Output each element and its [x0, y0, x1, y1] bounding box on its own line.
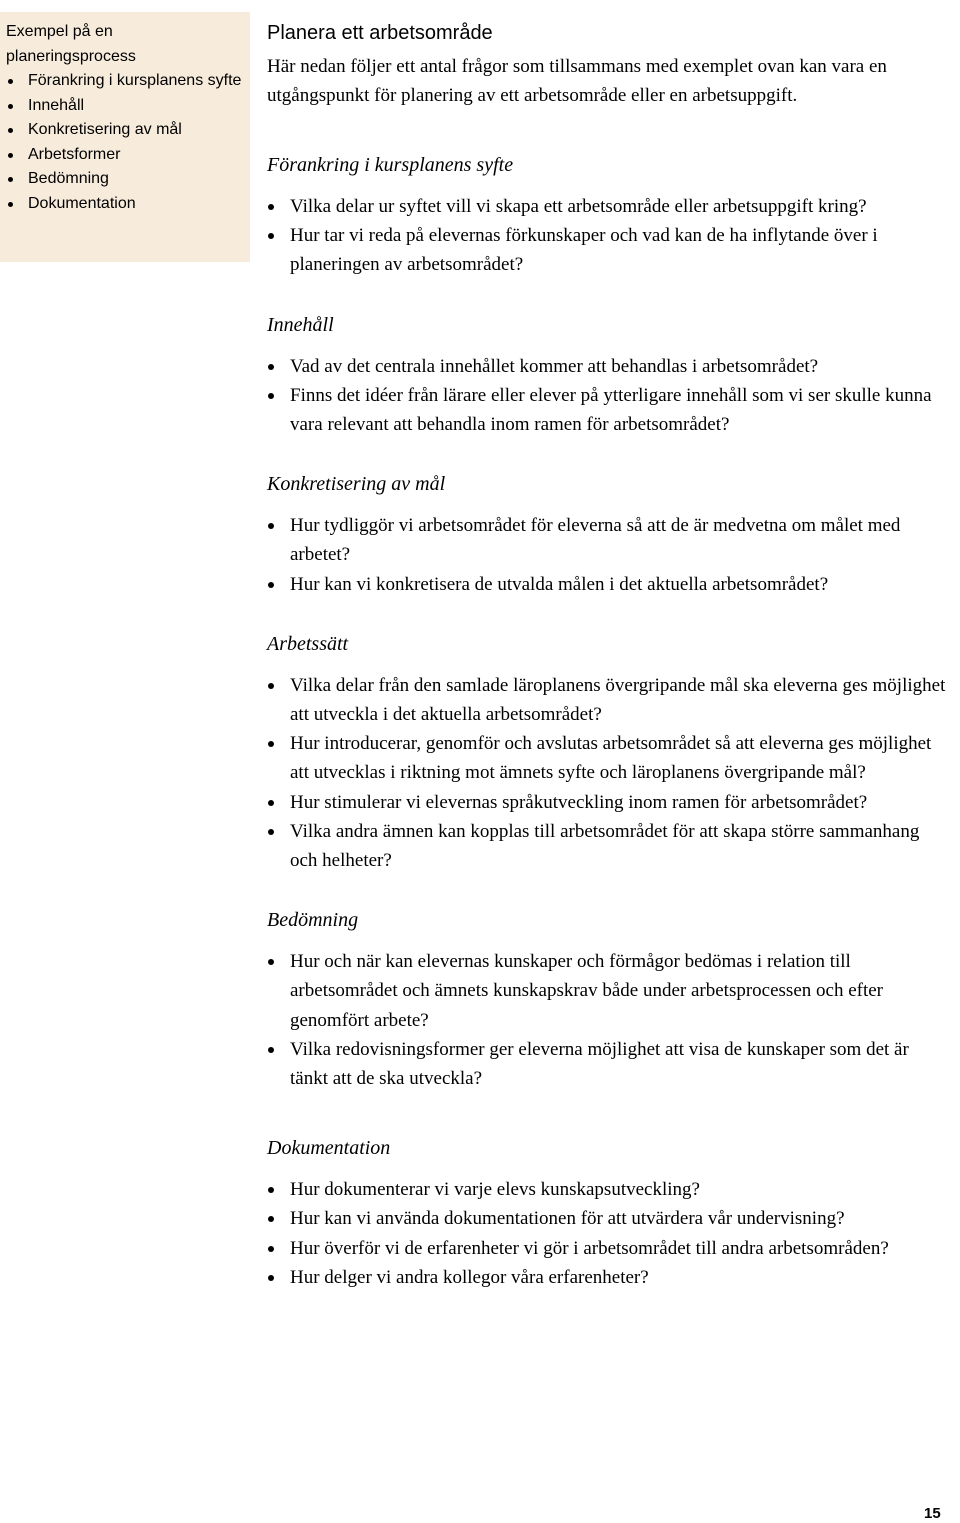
question-list: [267, 511, 947, 599]
question-item: Hur tydliggör vi arbetsområdet för eleverna så att de är medvetna om målet med arbetet?: [267, 511, 947, 569]
question-item: Hur delger vi andra kollegor våra erfarenheter?: [267, 1263, 947, 1292]
question-list: [267, 1175, 947, 1292]
page-number: 15: [924, 1505, 941, 1522]
question-list: [267, 352, 947, 440]
question-list: [267, 192, 947, 280]
section-heading: Bedömning: [267, 909, 359, 932]
section-heading: Arbetssätt: [267, 632, 349, 655]
question-list: [267, 947, 947, 1093]
section-konkretisering: [267, 469, 947, 599]
question-item: Hur kan vi konkretisera de utvalda målen i det aktuella arbetsområdet?: [267, 570, 947, 599]
question-item: Hur stimulerar vi elevernas språkutveckling inom ramen för arbetsområdet?: [267, 788, 947, 817]
sidebar-item-konkretisering: Konkretisering av mål: [6, 118, 242, 143]
section-innehall: [267, 310, 947, 440]
page-title: Planera ett arbetsområde: [267, 22, 493, 44]
sidebar-item-forankring: Förankring i kursplanens syfte: [6, 69, 242, 94]
question-item: Hur och när kan elevernas kunskaper och förmågor bedömas i relation till arbetsområdet och ämnets kunskapskrav både under arbetsprocessen och efter genomfört arbete?: [267, 947, 947, 1035]
main-content: [267, 18, 947, 1292]
section-heading: Innehåll: [267, 313, 334, 336]
question-item: Finns det idéer från lärare eller elever på ytterligare innehåll som vi ser skulle kunna vara relevant att behandla inom ramen för arbetsområdet?: [267, 381, 947, 439]
section-forankring: [267, 150, 947, 280]
section-heading: Konkretisering av mål: [267, 473, 446, 496]
sidebar-item-innehall: Innehåll: [6, 94, 242, 119]
question-item: Vilka redovisningsformer ger eleverna möjlighet att visa de kunskaper som det är tänkt att de ska utveckla?: [267, 1035, 947, 1093]
question-item: Vad av det centrala innehållet kommer att behandlas i arbetsområdet?: [267, 352, 947, 381]
section-heading: Förankring i kursplanens syfte: [267, 154, 514, 176]
section-bedomning: [267, 905, 947, 1093]
question-item: Hur tar vi reda på elevernas förkunskaper och vad kan de ha inflytande över i planeringen av arbetsområdet?: [267, 221, 947, 279]
section-heading: Dokumentation: [267, 1137, 391, 1160]
sidebar-item-arbetsformer: Arbetsformer: [6, 143, 242, 168]
question-item: Vilka andra ämnen kan kopplas till arbetsområdet för att skapa större sammanhang och helheter?: [267, 817, 947, 875]
question-item: Vilka delar ur syftet vill vi skapa ett arbetsområde eller arbetsuppgift kring?: [267, 192, 947, 221]
sidebar-box: [0, 12, 250, 262]
question-list: [267, 671, 947, 875]
sidebar-item-bedomning: Bedömning: [6, 167, 242, 192]
question-item: Hur dokumenterar vi varje elevs kunskapsutveckling?: [267, 1175, 947, 1204]
sidebar-title: Exempel på en planeringsprocess: [6, 23, 136, 65]
sidebar-item-dokumentation: Dokumentation: [6, 192, 242, 217]
question-item: Hur överför vi de erfarenheter vi gör i arbetsområdet till andra arbetsområden?: [267, 1234, 947, 1263]
intro-paragraph: Här nedan följer ett antal frågor som tillsammans med exemplet ovan kan vara en utgångspunkt för planering av ett arbetsområde eller en arbetsuppgift.: [267, 56, 887, 106]
section-arbetssatt: [267, 629, 947, 875]
question-item: Vilka delar från den samlade läroplanens övergripande mål ska eleverna ges möjlighet att utveckla i det aktuella arbetsområdet?: [267, 671, 947, 729]
question-item: Hur introducerar, genomför och avslutas arbetsområdet så att eleverna ges möjlighet att utvecklas i riktning mot ämnets syfte och läroplanens övergripande mål?: [267, 729, 947, 787]
section-dokumentation: [267, 1133, 947, 1292]
sidebar-list: [6, 69, 242, 216]
question-item: Hur kan vi använda dokumentationen för att utvärdera vår undervisning?: [267, 1204, 947, 1233]
